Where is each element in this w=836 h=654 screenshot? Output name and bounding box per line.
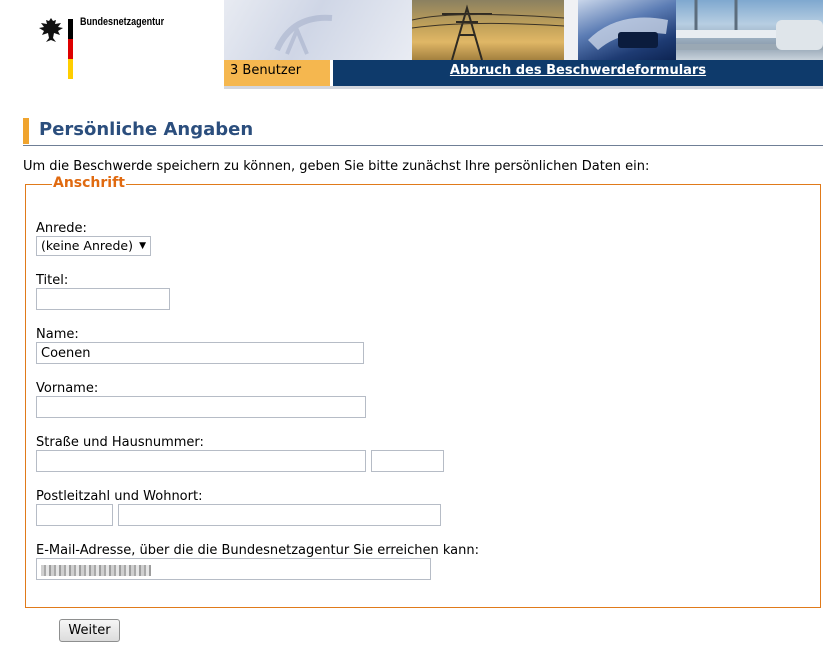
first-name-input[interactable] bbox=[36, 396, 366, 418]
banner-image-post bbox=[224, 0, 412, 60]
fieldset-legend: Anschrift bbox=[53, 175, 125, 191]
name-input[interactable] bbox=[36, 342, 364, 364]
telephone-icon bbox=[578, 0, 676, 60]
header-banner bbox=[224, 0, 823, 60]
intro-text: Um die Beschwerde speichern zu können, geben Sie bitte zunächst Ihre persönlichen Daten ein: bbox=[23, 159, 650, 174]
nav-shadow bbox=[224, 86, 823, 89]
german-flag-stripe bbox=[68, 19, 73, 79]
name-label: Name: bbox=[36, 327, 79, 342]
title-label: Titel: bbox=[36, 273, 69, 288]
redacted-email-value bbox=[41, 565, 151, 576]
house-number-input[interactable] bbox=[371, 450, 444, 472]
dropdown-arrow-icon: ▼ bbox=[139, 241, 146, 251]
salutation-label: Anrede: bbox=[36, 221, 87, 236]
cancel-form-link[interactable]: Abbruch des Beschwerdeformulars bbox=[449, 63, 707, 78]
street-label: Straße und Hausnummer: bbox=[36, 435, 204, 450]
continue-button[interactable]: Weiter bbox=[59, 619, 120, 642]
salutation-select[interactable] bbox=[36, 236, 151, 256]
salutation-selected-value: (keine Anrede) bbox=[41, 238, 133, 253]
email-label: E-Mail-Adresse, über die die Bundesnetzagentur Sie erreichen kann: bbox=[36, 543, 479, 558]
org-name: Bundesnetzagentur bbox=[80, 16, 165, 28]
title-input[interactable] bbox=[36, 288, 170, 310]
pipeline-icon bbox=[676, 0, 823, 60]
zip-city-label: Postleitzahl und Wohnort: bbox=[36, 489, 203, 504]
banner-image-power-lines bbox=[412, 0, 564, 60]
heading-accent-bar bbox=[23, 118, 29, 144]
street-input[interactable] bbox=[36, 450, 366, 472]
bundesnetzagentur-logo bbox=[38, 16, 208, 82]
banner-gap bbox=[564, 0, 578, 60]
city-input[interactable] bbox=[118, 504, 441, 526]
first-name-label: Vorname: bbox=[36, 381, 99, 396]
zip-input[interactable] bbox=[36, 504, 113, 526]
user-count-tab: 3 Benutzer bbox=[224, 60, 330, 86]
federal-eagle-icon bbox=[38, 16, 64, 44]
power-tower-icon bbox=[412, 0, 564, 60]
post-horn-watermark bbox=[272, 10, 342, 56]
page-heading bbox=[23, 118, 823, 146]
banner-image-pipelines bbox=[676, 0, 823, 60]
page-title: Persönliche Angaben bbox=[39, 119, 254, 140]
banner-image-telephone bbox=[578, 0, 676, 60]
nav-bar bbox=[333, 60, 823, 86]
